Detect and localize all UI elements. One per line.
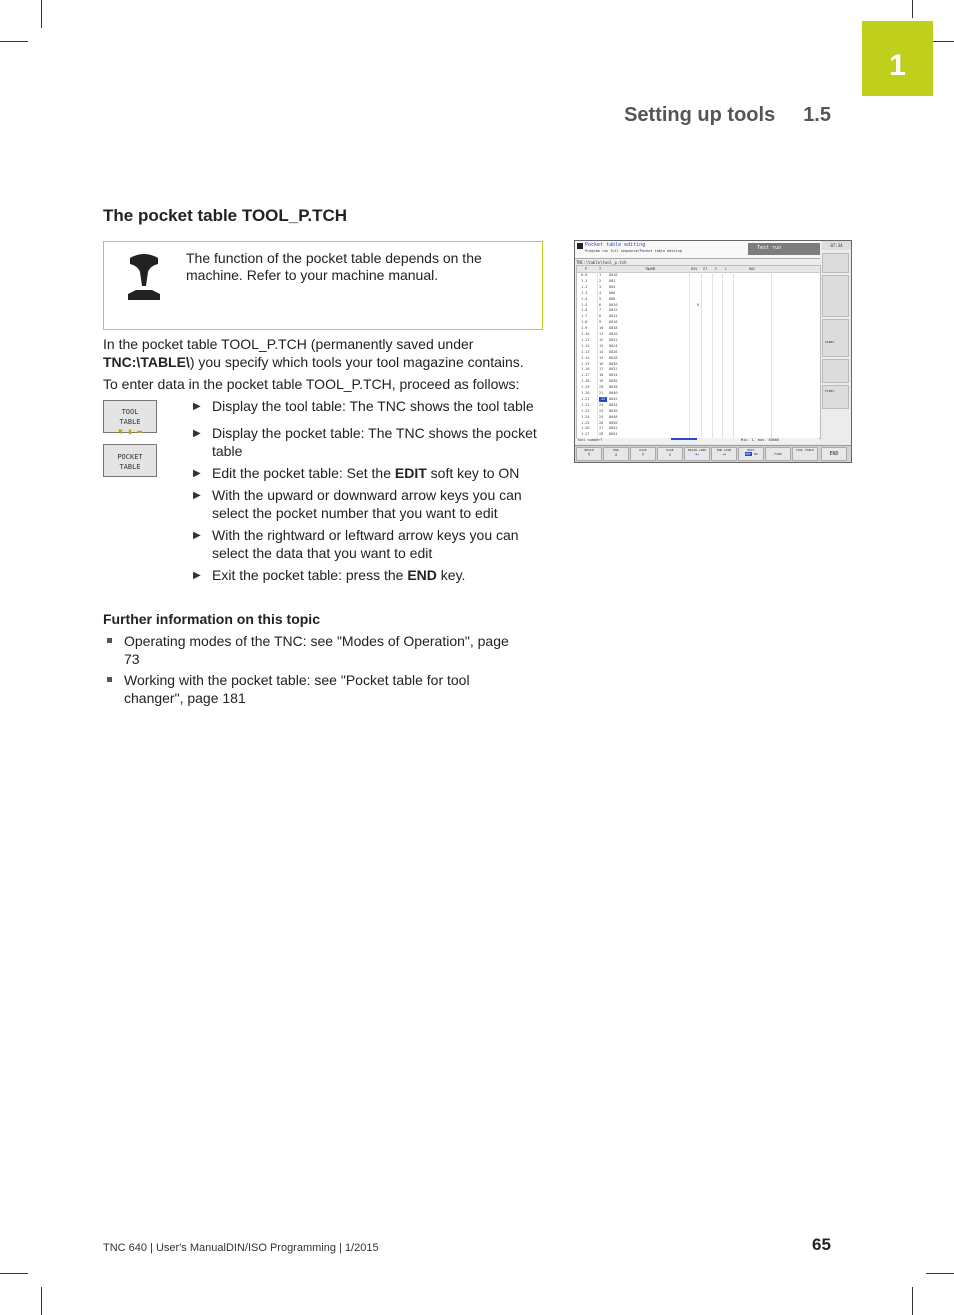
side-box[interactable]: [822, 385, 849, 409]
cell-tname: D050: [609, 420, 618, 425]
cell-rsv: R: [697, 302, 700, 307]
cell-tool: 25: [599, 414, 604, 419]
cell-pocket: 1.20: [581, 391, 590, 395]
cell-tool: 15: [599, 355, 604, 360]
cell-pocket: 1.19: [581, 385, 590, 390]
step-text: Display the pocket table: The TNC shows the pocket table: [212, 425, 537, 459]
begin-softkey[interactable]: [576, 447, 602, 461]
cell-pocket: 1.5: [581, 302, 588, 307]
end-key[interactable]: [821, 447, 847, 461]
cell-tname: D012: [609, 308, 618, 313]
cell-tool: 26: [599, 420, 604, 425]
arrow-right-icon: ▶: [193, 401, 201, 412]
cell-pocket: 1.9: [581, 326, 588, 331]
crop-mark: [0, 1273, 28, 1274]
cell-tname: D010: [609, 273, 618, 277]
arrow-right-icon: ▶: [193, 570, 201, 581]
mode-arrow-icon: [577, 243, 583, 249]
cell-tname: D044: [609, 402, 618, 407]
table-row[interactable]: [577, 373, 820, 379]
cell-pocket: 1.12: [581, 343, 590, 348]
sk-label: TOOL TABLE: [795, 448, 815, 452]
cell-pocket: 1.14: [581, 355, 590, 360]
step-item: [190, 424, 544, 460]
cell-tool: 23: [599, 402, 604, 407]
cell-tname: D046: [609, 408, 618, 413]
footer-text: TNC 640 | User's ManualDIN/ISO Programming | 1/2015: [103, 1242, 379, 1254]
file-path: TNC:\table\tool_p.tch: [576, 260, 627, 265]
col-header: ST: [703, 267, 708, 271]
cell-pocket: 1.13: [581, 349, 590, 354]
cell-pocket: 1.18: [581, 379, 590, 384]
right-mode-label: Test run: [757, 245, 782, 251]
softkey-label: TABLE: [119, 463, 141, 471]
cell-tname: D030: [609, 361, 618, 366]
bullet-square-icon: [107, 638, 112, 643]
col-header: RSV: [691, 267, 698, 271]
pocket-table-softkey[interactable]: [103, 444, 157, 477]
cell-pocket: 1.16: [581, 367, 590, 372]
steps-intro: To enter data in the pocket table TOOL_P.TCH, proceed as follows:: [103, 376, 520, 392]
arrow-right-icon: ▶: [193, 490, 201, 501]
step-item: [190, 486, 544, 522]
col-header: DOC: [749, 267, 756, 271]
table-row[interactable]: [577, 344, 820, 350]
side-box[interactable]: [822, 359, 849, 383]
sk-label: PAGE: [639, 448, 647, 452]
page-number: 65: [812, 1235, 831, 1254]
cell-pocket: 1.27: [581, 432, 590, 437]
table-row[interactable]: [577, 362, 820, 368]
sk-label: PAGE: [666, 448, 674, 452]
table-row[interactable]: [577, 291, 820, 297]
crop-mark: [41, 0, 42, 28]
prompt-text: Tool number?: [577, 438, 603, 442]
cell-tool: 21: [599, 391, 604, 395]
cell-tname: D024: [609, 343, 618, 348]
cell-tool: 4: [599, 290, 602, 295]
softkey-label: TABLE: [119, 418, 141, 426]
table-row[interactable]: [577, 314, 820, 320]
cell-pocket: 1.3: [581, 290, 588, 295]
cell-tool: 14: [599, 349, 604, 354]
table-row[interactable]: [577, 303, 820, 309]
cell-pocket: 1.6: [581, 308, 588, 313]
path-bold: TNC:\TABLE\: [103, 354, 190, 370]
table-row[interactable]: [577, 403, 820, 409]
table-row[interactable]: [577, 326, 820, 332]
clock: 07:34: [822, 241, 851, 250]
running-head-title: Setting up tools: [624, 104, 776, 126]
cell-tname: D032: [609, 367, 618, 372]
tool-table-softkey-small[interactable]: [792, 447, 818, 461]
chapter-tab: [862, 21, 933, 96]
cell-tname: D014: [609, 314, 618, 319]
side-box[interactable]: [822, 319, 849, 357]
cell-tname: D042: [609, 396, 618, 401]
cell-tool: 20: [599, 385, 604, 390]
col-header: P: [585, 267, 588, 271]
cell-tool: 7: [599, 308, 602, 313]
cell-pocket: 1.1: [581, 278, 588, 283]
cell-tool: 13: [599, 343, 604, 348]
pocket-table: [576, 265, 821, 439]
step-item: [190, 397, 544, 415]
col-header: T: [599, 267, 602, 271]
side-box[interactable]: [822, 275, 849, 317]
note-text: The function of the pocket table depends on the machine. Refer to your machine manual.: [186, 250, 482, 283]
cell-tool: 27: [599, 426, 604, 431]
page-up-softkey[interactable]: [630, 447, 656, 461]
cell-tool: 18: [599, 373, 604, 378]
step-item: [190, 464, 544, 482]
step-text: Display the tool table: The TNC shows the tool table: [212, 398, 534, 414]
find-softkey[interactable]: [765, 447, 791, 461]
table-row[interactable]: [577, 397, 820, 403]
cell-tname: D08: [609, 296, 616, 301]
section-title: The pocket table TOOL_P.TCH: [103, 206, 348, 225]
cell-pocket: 1.26: [581, 426, 590, 431]
col-header: TNAME: [645, 267, 656, 271]
cell-tool: 16: [599, 361, 604, 366]
side-panel: [821, 251, 850, 446]
cell-pocket: 1.23: [581, 408, 590, 413]
bullet-square-icon: [107, 677, 112, 682]
table-row[interactable]: [577, 426, 820, 432]
softkey-label: POCKET: [117, 453, 143, 461]
table-row[interactable]: [577, 367, 820, 373]
arrow-right-icon: →: [722, 451, 726, 458]
table-row[interactable]: [577, 273, 820, 279]
crop-mark: [926, 1273, 954, 1274]
cell-tname: D052: [609, 426, 618, 431]
end-line-softkey[interactable]: [711, 447, 737, 461]
list-item-text: Operating modes of the TNC: see "Modes of Operation", page 73: [124, 633, 509, 667]
softkey-bar: [575, 445, 851, 463]
table-row[interactable]: [577, 421, 820, 427]
cell-pocket: 1.8: [581, 320, 588, 325]
further-info-heading: Further information on this topic: [103, 611, 320, 627]
table-row[interactable]: [577, 385, 820, 391]
cell-tname: D040: [609, 391, 618, 395]
right-mode: [748, 243, 820, 255]
edit-off: OFF: [745, 452, 751, 456]
para-text: In the pocket table TOOL_P.TCH (permanently saved under: [103, 336, 474, 352]
cell-pocket: 1.11: [581, 337, 590, 342]
cell-tname: D048: [609, 414, 618, 419]
sk-label: BEGIN LINE: [687, 448, 707, 452]
step-item: [190, 566, 544, 584]
cell-tool: 2: [599, 278, 602, 283]
chapter-number: 1: [889, 49, 906, 82]
arrow-right-icon: ▶: [193, 468, 201, 479]
tool-table-softkey[interactable]: [103, 400, 157, 436]
machine-tool-icon: [124, 252, 164, 306]
softkey-label: TOOL: [121, 408, 139, 416]
step-text: soft key to ON: [426, 465, 520, 481]
cell-pocket: 1.2: [581, 284, 588, 289]
cell-tname: D020: [609, 332, 618, 336]
cell-pocket: 1.4: [581, 296, 588, 301]
table-row[interactable]: [577, 297, 820, 303]
table-row[interactable]: [577, 350, 820, 356]
step-bold: EDIT: [394, 465, 427, 481]
sk-label: BEGIN: [584, 448, 594, 452]
sk-label: FIND: [774, 452, 782, 456]
list-item: [103, 671, 523, 707]
crop-mark: [41, 1287, 42, 1315]
arrow-right-icon: ▶: [193, 530, 201, 541]
cell-tool: 3: [599, 284, 602, 289]
cell-tool: 5: [599, 296, 602, 301]
arrow-right-icon: ▶: [193, 428, 201, 439]
table-row[interactable]: [577, 285, 820, 291]
machine-note: [103, 241, 543, 330]
sk-label: END: [829, 451, 839, 457]
col-header: F: [715, 267, 718, 271]
cell-tname: D026: [609, 349, 618, 354]
running-head-section: 1.5: [803, 104, 831, 126]
col-header: L: [725, 267, 728, 271]
cell-tname: D054: [609, 432, 618, 437]
limit-text: Min. 1, max. 30000: [741, 438, 779, 442]
list-item: [103, 632, 523, 668]
table-row[interactable]: [577, 356, 820, 362]
tnc-screenshot: [574, 240, 852, 463]
step-text: Exit the pocket table: press the: [212, 567, 408, 583]
progress-bar: [671, 438, 697, 440]
arrow-down-icon: ⇓: [668, 451, 672, 458]
cell-pocket: 1.17: [581, 373, 590, 378]
cell-tool: 17: [599, 367, 604, 372]
cell-tool: 8: [599, 314, 602, 319]
mode-subtitle: Program run full sequence/Pocket table editing: [585, 249, 682, 253]
begin-line-softkey[interactable]: [684, 447, 710, 461]
cell-tool: 1: [599, 273, 602, 277]
cell-tname: D04: [609, 284, 616, 289]
crop-mark: [0, 41, 28, 42]
cell-tool: 10: [599, 326, 604, 331]
cell-tname: D018: [609, 326, 618, 331]
arrow-up-icon: ↑: [587, 451, 591, 458]
table-row[interactable]: [577, 332, 820, 338]
cell-pocket: 1.25: [581, 420, 590, 425]
arrow-up-icon: ⇑: [641, 451, 645, 458]
cell-pocket: 0.0: [581, 273, 588, 277]
cell-tname: D022: [609, 337, 618, 342]
cell-pocket: 1.21: [581, 396, 590, 401]
end-softkey[interactable]: [603, 447, 629, 461]
mode-title: Pocket table editing: [585, 242, 646, 248]
further-info-list: [103, 632, 523, 710]
step-text: Edit the pocket table: Set the: [212, 465, 395, 481]
cell-tool: 22: [601, 396, 606, 401]
cell-pocket: 1.24: [581, 414, 590, 419]
sk-label: EDIT: [747, 448, 755, 452]
list-item-text: Working with the pocket table: see "Pocket table for tool changer", page 181: [124, 672, 470, 706]
cell-tname: D036: [609, 379, 618, 384]
crop-mark: [912, 1287, 913, 1315]
spindle-override: S100%: [825, 340, 835, 344]
step-text: key.: [436, 567, 466, 583]
arrow-left-icon: ←: [695, 451, 699, 458]
running-head: [624, 104, 831, 127]
cell-tool: 19: [599, 379, 604, 384]
cell-tname: D06: [609, 290, 616, 295]
cell-pocket: 1.22: [581, 402, 590, 407]
cell-tool: 11: [599, 332, 604, 336]
screen-header: [575, 241, 820, 259]
cell-tname: D016: [609, 320, 618, 325]
cell-pocket: 1.7: [581, 314, 588, 319]
cell-tname: D028: [609, 355, 618, 360]
table-row[interactable]: [577, 279, 820, 285]
cell-tool: 12: [599, 337, 604, 342]
cell-tname: D02: [609, 278, 616, 283]
steps-list: [190, 397, 544, 588]
table-row[interactable]: [577, 391, 820, 397]
table-row[interactable]: [577, 320, 820, 326]
page-down-softkey[interactable]: [657, 447, 683, 461]
table-row[interactable]: [577, 409, 820, 415]
table-row[interactable]: [577, 338, 820, 344]
sk-label: END: [613, 448, 619, 452]
edit-softkey[interactable]: [738, 447, 764, 461]
step-text: With the rightward or leftward arrow keys you can select the data that you want to edit: [212, 527, 519, 561]
cell-tname: D038: [609, 385, 618, 390]
cell-tname: D010: [609, 302, 618, 307]
cell-tool: 28: [599, 432, 604, 437]
cell-tool: 6: [599, 302, 602, 307]
intro-paragraph: [103, 335, 543, 371]
cell-pocket: 1.15: [581, 361, 590, 366]
table-header: [577, 266, 820, 273]
table-row[interactable]: [577, 379, 820, 385]
cell-pocket: 1.10: [581, 332, 590, 336]
status-line: [576, 438, 819, 443]
para-text: ) you specify which tools your tool magazine contains.: [189, 354, 524, 370]
step-text: With the upward or downward arrow keys you can select the pocket number that you want to edit: [212, 487, 522, 521]
edit-on: ON: [753, 452, 758, 456]
cell-tool: 24: [599, 408, 604, 413]
table-row[interactable]: [577, 432, 820, 438]
cell-tname: D034: [609, 373, 618, 378]
table-row[interactable]: [577, 415, 820, 421]
tool-icons: ▼ ▮ ▬: [117, 427, 143, 436]
cell-tool: 9: [599, 320, 602, 325]
step-bold: END: [407, 567, 437, 583]
arrow-down-icon: ↓: [614, 451, 618, 458]
table-row[interactable]: [577, 308, 820, 314]
side-box[interactable]: [822, 253, 849, 273]
sk-label: END LINE: [716, 448, 732, 452]
step-item: [190, 526, 544, 562]
feed-override: F100%: [825, 389, 835, 393]
crop-mark: [912, 0, 913, 18]
